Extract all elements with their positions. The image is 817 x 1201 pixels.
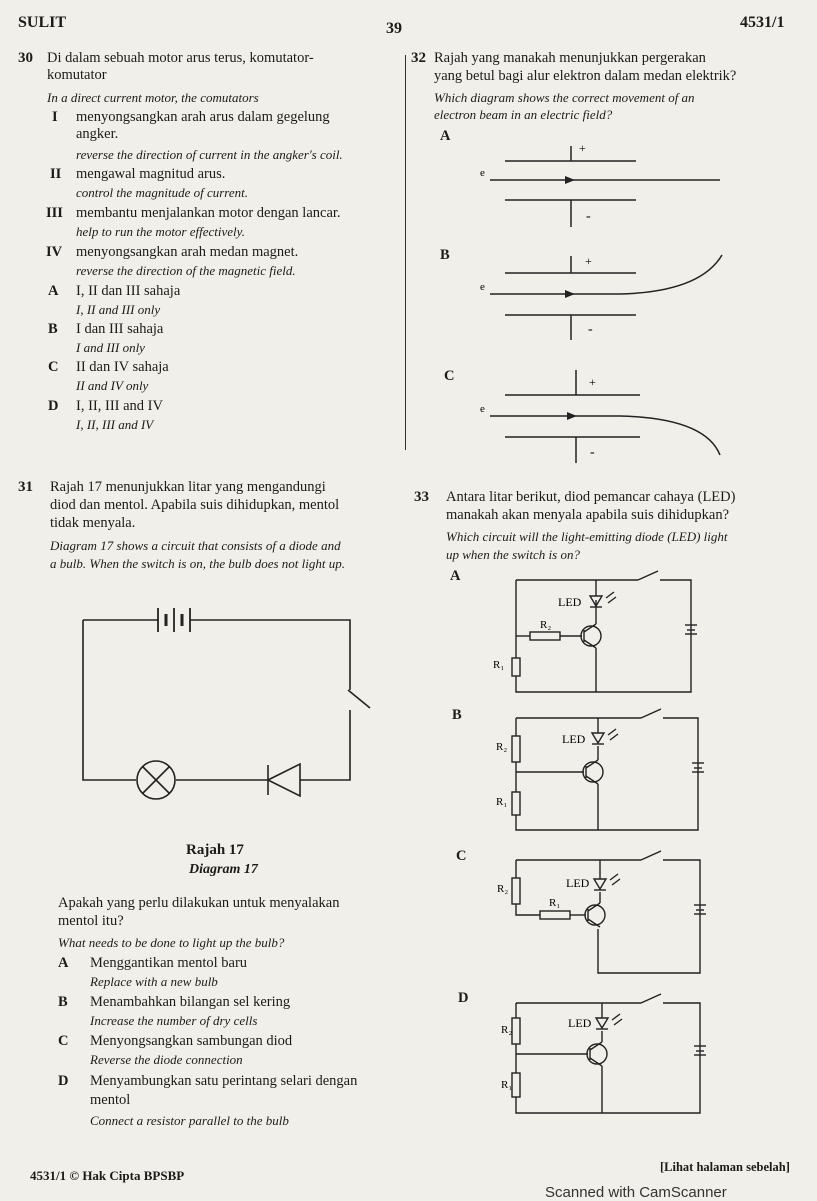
q30-statement-3-en: help to run the motor effectively. — [76, 224, 245, 239]
q30-option-c-en: II and IV only — [76, 378, 149, 393]
q30-option-b-ms[interactable]: I dan III sahaja — [76, 321, 164, 337]
q31-option-d-en: Connect a resistor parallel to the bulb — [90, 1113, 289, 1128]
q30-number: 30 — [18, 50, 33, 66]
q32-option-c-letter[interactable]: C — [444, 368, 455, 384]
q32-c-minus: - — [590, 445, 595, 460]
q32-option-b-letter[interactable]: B — [440, 247, 450, 263]
q31-stem-en-2: a bulb. When the switch is on, the bulb does not light up. — [50, 556, 346, 571]
page-number: 39 — [386, 20, 402, 37]
q30-option-c-ms[interactable]: II dan IV sahaja — [76, 359, 169, 375]
q33-stem-ms-2: manakah akan menyala apabila suis dihidupkan? — [446, 507, 730, 523]
q30-roman-1: I — [52, 109, 58, 125]
q33-option-d-letter[interactable]: D — [458, 990, 469, 1006]
q33-option-b-letter[interactable]: B — [452, 707, 462, 723]
q31-option-c-ms[interactable]: Menyongsangkan sambungan diod — [90, 1033, 293, 1049]
q32-b-electron: e — [480, 281, 485, 293]
footer-right: [Lihat halaman sebelah] — [660, 1160, 790, 1174]
q31-option-b-en: Increase the number of dry cells — [90, 1013, 258, 1028]
q30-option-d-en: I, II, III and IV — [76, 417, 154, 432]
q33-b-r2: R₂ — [496, 741, 508, 753]
q31-prompt-en: What needs to be done to light up the bulb? — [58, 935, 285, 950]
footer-left: 4531/1 © Hak Cipta BPSBP — [30, 1168, 185, 1183]
q30-option-d-ms[interactable]: I, II, III and IV — [76, 398, 163, 414]
q33-stem-en-1: Which circuit will the light-emitting diode (LED) light — [446, 529, 728, 544]
q30-statement-2-ms: mengawal magnitud arus. — [76, 166, 226, 182]
q32-stem-en-2: electron beam in an electric field? — [434, 107, 613, 122]
q33-c-r1: R₁ — [549, 897, 561, 909]
q30-roman-3: III — [46, 205, 63, 221]
q30-statement-3-ms: membantu menjalankan motor dengan lancar. — [76, 205, 341, 221]
q32-a-plus: + — [579, 141, 586, 155]
q30-stem-en: In a direct current motor, the comutators — [47, 90, 259, 105]
q31-stem-ms-2: diod dan mentol. Apabila suis dihidupkan, mentol — [50, 497, 340, 513]
q33-stem-ms-1: Antara litar berikut, diod pemancar cahaya (LED) — [446, 489, 736, 505]
q30-statement-4-en: reverse the direction of the magnetic field. — [76, 263, 296, 278]
q32-a-electron: e — [480, 167, 485, 179]
diagram-17-caption-ms: Rajah 17 — [186, 842, 244, 858]
q30-option-a-letter[interactable]: A — [48, 283, 59, 299]
q30-statement-1-ms: menyongsangkan arah arus dalam gegelung — [76, 109, 330, 125]
q32-option-a-letter[interactable]: A — [440, 128, 451, 144]
q31-option-c-letter[interactable]: C — [58, 1033, 69, 1049]
q32-c-electron: e — [480, 403, 485, 415]
q31-stem-ms-3: tidak menyala. — [50, 515, 136, 531]
q33-option-c-letter[interactable]: C — [456, 848, 467, 864]
q30-statement-1-en: reverse the direction of current in the angker's coil. — [76, 147, 343, 162]
q33-a-r1: R₁ — [493, 659, 505, 671]
q32-b-minus: - — [588, 322, 593, 337]
q30-option-d-letter[interactable]: D — [48, 398, 59, 414]
q31-option-a-ms[interactable]: Menggantikan mentol baru — [90, 955, 248, 971]
q33-a-led: LED — [558, 595, 582, 609]
q31-option-b-letter[interactable]: B — [58, 994, 68, 1010]
q33-stem-en-2: up when the switch is on? — [446, 547, 580, 562]
q33-d-led: LED — [568, 1016, 592, 1030]
q33-c-led: LED — [566, 876, 590, 890]
q30-statement-4-ms: menyongsangkan arah medan magnet. — [76, 244, 299, 260]
q33-d-r1: R₁ — [501, 1079, 513, 1091]
q30-stem-ms2: komutator — [47, 67, 107, 83]
q31-stem-ms-1: Rajah 17 menunjukkan litar yang mengandungi — [50, 479, 326, 495]
q30-statement-1-ms2: angker. — [76, 126, 119, 142]
q31-option-d-ms2: mentol — [90, 1092, 131, 1108]
q32-stem-en-1: Which diagram shows the correct movement of an — [434, 90, 695, 105]
q32-b-plus: + — [585, 254, 592, 268]
q30-option-c-letter[interactable]: C — [48, 359, 59, 375]
q33-d-r2: R₂ — [501, 1024, 513, 1036]
q33-option-a-letter[interactable]: A — [450, 568, 461, 584]
q33-c-r2: R₂ — [497, 883, 509, 895]
q31-prompt-ms-1: Apakah yang perlu dilakukan untuk menyalakan — [58, 895, 340, 911]
q30-option-a-en: I, II and III only — [76, 302, 161, 317]
q33-b-led: LED — [562, 732, 586, 746]
q31-option-d-letter[interactable]: D — [58, 1073, 69, 1089]
q32-stem-ms-2: yang betul bagi alur elektron dalam medan elektrik? — [434, 68, 737, 84]
q32-a-minus: - — [586, 209, 591, 224]
q30-option-b-en: I and III only — [76, 340, 145, 355]
q33-number: 33 — [414, 489, 429, 505]
q31-option-a-en: Replace with a new bulb — [90, 974, 218, 989]
diagram-17-caption-en: Diagram 17 — [189, 862, 258, 877]
q30-statement-2-en: control the magnitude of current. — [76, 185, 248, 200]
q30-option-a-ms[interactable]: I, II dan III sahaja — [76, 283, 181, 299]
scanner-watermark: Scanned with CamScanner — [545, 1184, 727, 1201]
q31-option-a-letter[interactable]: A — [58, 955, 69, 971]
q30-roman-4: IV — [46, 244, 63, 260]
q33-a-r2: R₂ — [540, 619, 552, 631]
q31-option-c-en: Reverse the diode connection — [90, 1052, 243, 1067]
q33-b-r1: R₁ — [496, 796, 508, 808]
header-left: SULIT — [18, 14, 67, 31]
q31-prompt-ms-2: mentol itu? — [58, 913, 124, 929]
q31-number: 31 — [18, 479, 33, 495]
q30-stem-ms: Di dalam sebuah motor arus terus, komutator- — [47, 50, 314, 66]
q31-option-b-ms[interactable]: Menambahkan bilangan sel kering — [90, 994, 291, 1010]
q32-c-plus: + — [589, 375, 596, 389]
header-right: 4531/1 — [740, 14, 785, 31]
q32-stem-ms-1: Rajah yang manakah menunjukkan pergerakan — [434, 50, 706, 66]
q30-roman-2: II — [50, 166, 62, 182]
q30-option-b-letter[interactable]: B — [48, 321, 58, 337]
q31-stem-en-1: Diagram 17 shows a circuit that consists of a diode and — [50, 538, 341, 553]
q32-number: 32 — [411, 50, 426, 66]
q31-option-d-ms[interactable]: Menyambungkan satu perintang selari dengan — [90, 1073, 358, 1089]
